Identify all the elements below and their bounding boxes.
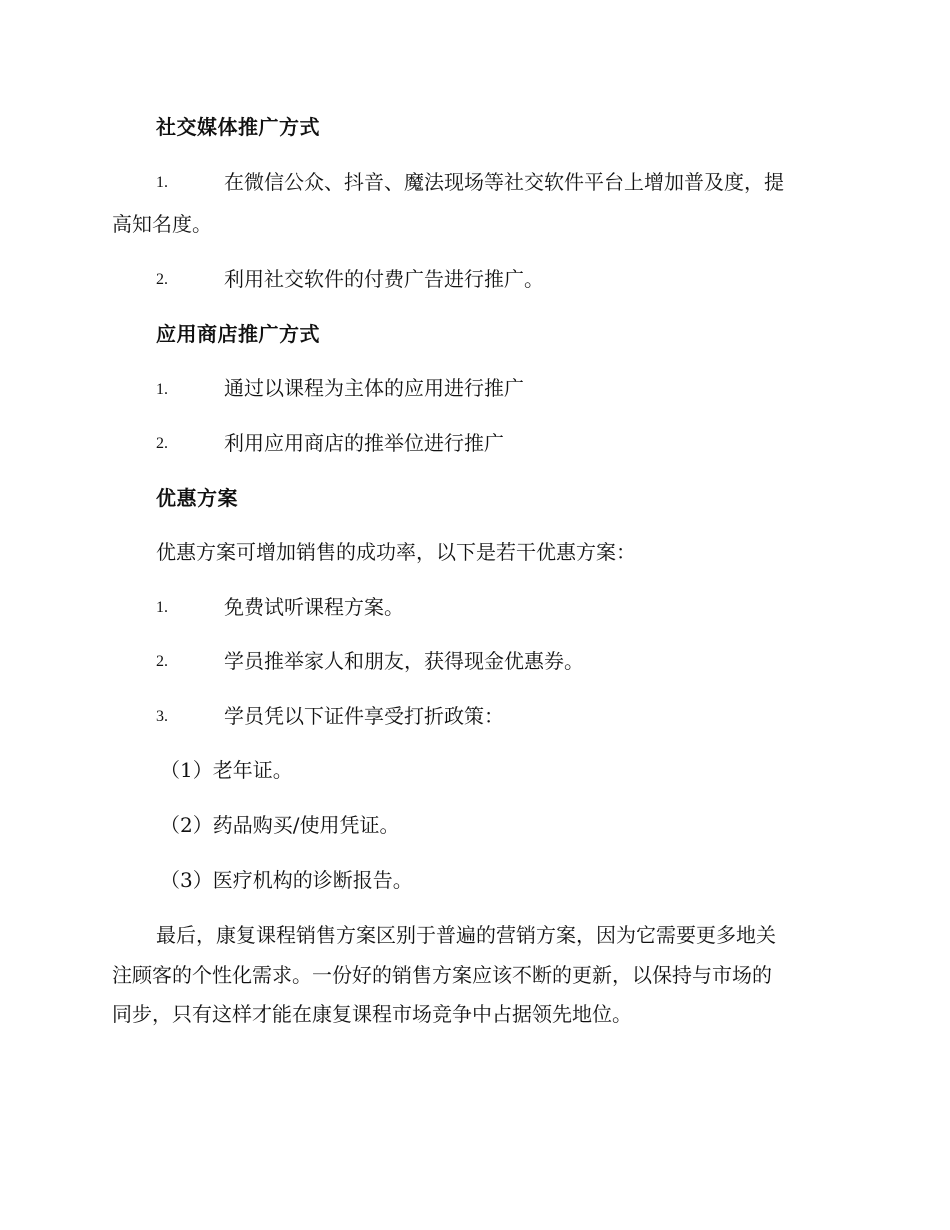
sub-list-item: （1）老年证。 — [160, 758, 293, 782]
list-number: 1. — [156, 174, 168, 191]
sub-list-item: （3）医疗机构的诊断报告。 — [160, 868, 413, 892]
list-number: 2. — [156, 653, 168, 670]
list-item-text: 利用应用商店的推举位进行推广 — [224, 431, 504, 455]
list-item-text: 在微信公众、抖音、魔法现场等社交软件平台上增加普及度，提 — [224, 170, 784, 194]
conclusion-line-1: 最后，康复课程销售方案区别于普遍的营销方案，因为它需要更多地关 — [156, 923, 776, 947]
list-number: 3. — [156, 708, 168, 725]
section-heading-discount: 优惠方案 — [156, 486, 238, 510]
list-item-text: 学员推举家人和朋友，获得现金优惠券。 — [224, 649, 584, 673]
list-number: 2. — [156, 435, 168, 452]
section-heading-appstore: 应用商店推广方式 — [156, 322, 320, 346]
list-item-text: 利用社交软件的付费广告进行推广。 — [224, 267, 544, 291]
list-item-text: 通过以课程为主体的应用进行推广 — [224, 376, 524, 400]
list-number: 2. — [156, 271, 168, 288]
list-item-text: 学员凭以下证件享受打折政策： — [224, 704, 504, 728]
sub-list-item: （2）药品购买/使用凭证。 — [160, 813, 400, 837]
list-item-text: 免费试听课程方案。 — [224, 595, 404, 619]
list-number: 1. — [156, 599, 168, 616]
list-item-text-continued: 高知名度。 — [112, 212, 212, 236]
list-number: 1. — [156, 381, 168, 398]
conclusion-line-2: 注顾客的个性化需求。一份好的销售方案应该不断的更新，以保持与市场的 — [112, 963, 772, 987]
discount-intro: 优惠方案可增加销售的成功率，以下是若干优惠方案： — [156, 540, 636, 564]
section-heading-social: 社交媒体推广方式 — [156, 115, 320, 139]
conclusion-line-3: 同步，只有这样才能在康复课程市场竞争中占据领先地位。 — [112, 1002, 632, 1026]
